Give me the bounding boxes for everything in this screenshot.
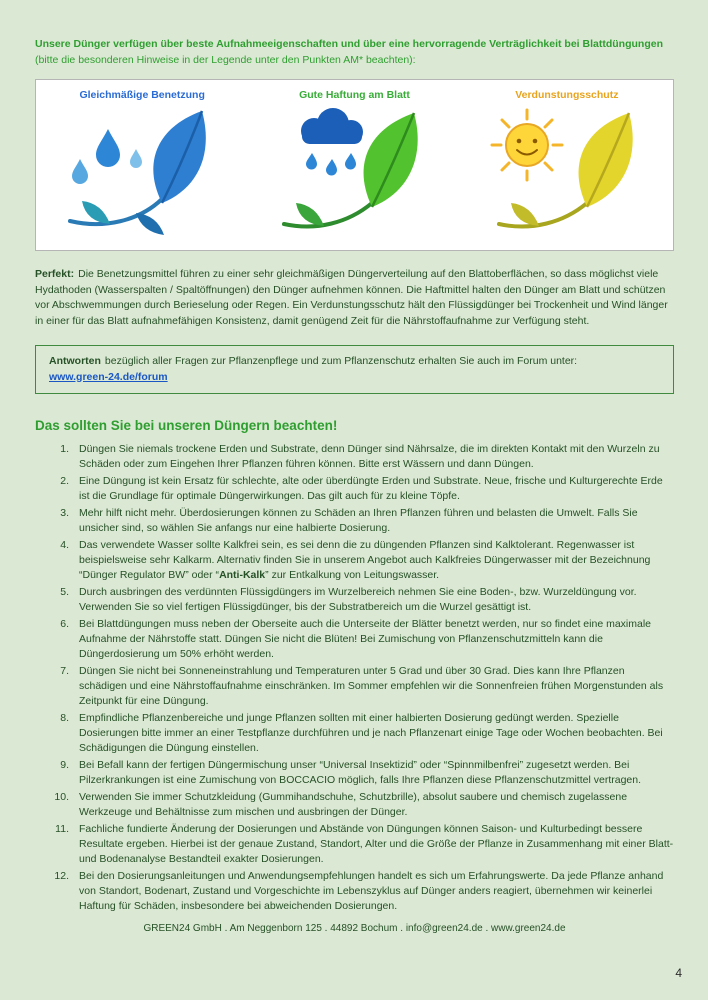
page-number: 4 (675, 966, 682, 980)
item-text: Eine Düngung ist kein Ersatz für schlechte, alte oder überdüngte Erden und Substrate. Neue, frische und Kulturgerechte Erde ist die Grundlage für optimale Düngerwirkungen. Das gilt auch für zu kleine Töpfe. (79, 475, 663, 502)
list-item (47, 869, 674, 914)
item-text: Mehr hilft nicht mehr. Überdosierungen können zu Schäden an Ihren Pflanzen führen und belasten die Umwelt. Falls Sie unsicher sind, so wählen Sie anfangs nur eine halbierte Dosierung. (79, 507, 638, 534)
benefit-evaporation (461, 80, 673, 250)
item-text: Düngen Sie niemals trockene Erden und Substrate, denn Dünger sind Nährsalze, die im direkten Kontakt mit den Wurzeln zu Schäden oder zum Eingehen Ihrer Pflanzen führen können. Bitte erst Wässern und dann Düngen. (79, 443, 660, 470)
water-drops-leaf-icon (44, 103, 240, 239)
item-text: Das verwendete Wasser sollte Kalkfrei sein, es sei denn die zu düngenden Pflanzen sind Kalktolerant. Regenwasser ist beispielsweise sehr Kalkarm. Alternativ finden Sie in unserem Angebot auch Kalkfreies Düngerwasser mit der Bezeichnung “Dünger Regulator BW” oder “Anti-Kalk” zur Entkalkung von Leitungswasser. (79, 539, 651, 581)
item-number: 12. (54, 870, 69, 882)
item-text: Düngen Sie nicht bei Sonneneinstrahlung und Temperaturen unter 5 Grad und über 30 Grad. Dies kann Ihre Pflanzen schädigen und eine Nährstoffaufnahme einschränken. Im Sommer empfehlen wir die Sonnenfreien frühen Morgenstunden als Zeitpunkt für eine Düngung. (79, 665, 664, 707)
instructions-list (35, 442, 674, 914)
item-number: 3. (60, 507, 69, 519)
item-number: 1. (60, 443, 69, 455)
list-item (47, 442, 674, 472)
item-number: 5. (60, 586, 69, 598)
perfekt-text: Die Benetzungsmittel führen zu einer sehr gleichmäßigen Düngerverteilung auf den Blattoberflächen, so dass möglichst viele Hydathoden (Wasserspalten / Spaltöffnungen) den Dünger aufnehmen können. Die Haftmittel halten den Dünger am Blatt und schützen vor Abschwemmungen durch Berieselung oder Regen. Ein Verdunstungsschutz hält den Flüssigdünger bei Trockenheit und Wind länger in einer für das Blatt aufnahmefähigen Konsistenz, damit genügend Zeit für die Nährstoffaufnahme zur Verfügung steht. (35, 268, 668, 327)
list-item (47, 617, 674, 662)
list-item (47, 790, 674, 820)
item-number: 6. (60, 618, 69, 630)
benefit-caption-wetting: Gleichmäßige Benetzung (79, 89, 205, 101)
forum-text: bezüglich aller Fragen zur Pflanzenpflege und zum Pflanzenschutz erhalten Sie auch im Forum unter: (104, 355, 578, 367)
item-number: 2. (60, 475, 69, 487)
item-number: 10. (54, 791, 69, 803)
forum-link[interactable]: www.green-24.de/forum (49, 370, 168, 383)
list-item (47, 711, 674, 756)
benefit-caption-evaporation: Verdunstungsschutz (515, 89, 619, 101)
forum-box (35, 345, 674, 394)
item-text: Fachliche fundierte Änderung der Dosierungen und Abstände von Düngungen können Saison- und Kulturbedingt bessere Resultate ergeben. Hierbei ist der genaue Zustand, Standort, Alter und die Größe der Pflanze in Zusammenhang mit einer Blatt- und Bodenanalyse Bestandteil exakter Dosierungen. (79, 823, 674, 865)
item-number: 7. (60, 665, 69, 677)
illustration-panel (35, 79, 674, 251)
item-text: Durch ausbringen des verdünnten Flüssigdüngers im Wurzelbereich nehmen Sie eine Boden-, bzw. Wurzeldüngung vor. Verwenden Sie so viel fertigen Flüssigdünger, bis der Substratbereich um die Wurzel gesättigt ist. (79, 586, 637, 613)
list-item (47, 506, 674, 536)
item-text: Bei den Dosierungsanleitungen und Anwendungsempfehlungen handelt es sich um Erfahrungswerte. Da jede Pflanze anhand von Standort, Bodenart, Zustand und Vorgeschichte im Lebenszyklus auf Dünger anders reagiert, übernehmen wir keinerlei Haftung für Schäden, insbesondere bei abweichenden Dosierungen. (79, 870, 664, 912)
perfekt-label: Perfekt: (35, 268, 75, 280)
benefit-wetting (36, 80, 248, 250)
list-item (47, 474, 674, 504)
page-subtitle: (bitte die besonderen Hinweise in der Legende unter den Punkten AM* beachten): (35, 54, 416, 66)
item-text: Empfindliche Pflanzenbereiche und junge Pflanzen sollten mit einer halbierten Dosierung gedüngt werden. Spezielle Dosierungen bitte immer an einer Testpflanze durchführen und je nach Pflanzenart einige Tage oder Wochen beobachten. Bei Schädigungen die Düngung einstellen. (79, 712, 663, 754)
item-number: 8. (60, 712, 69, 724)
benefit-caption-adhesion: Gute Haftung am Blatt (299, 89, 410, 101)
forum-text-line (49, 354, 660, 370)
item-number: 4. (60, 539, 69, 551)
instructions-heading: Das sollten Sie bei unseren Düngern beachten! (35, 418, 338, 433)
footer-text: GREEN24 GmbH . Am Neggenborn 125 . 44892 Bochum . info@green24.de . www.green24.de (143, 923, 566, 934)
item-text: Bei Blattdüngungen muss neben der Oberseite auch die Unterseite der Blätter benetzt werden, nur so findet eine maximale Aufnahme der Nährstoffe statt. Düngen Sie nicht die Blüten! Bei Zumischung von Pflanzenschutzmitteln kann die Düngerdosierung um 50% erhöht werden. (79, 618, 652, 660)
page-title: Unsere Dünger verfügen über beste Aufnahmeeigenschaften und über eine hervorragende Verträglichkeit bei Blattdüngungen (35, 38, 663, 50)
list-item (47, 538, 674, 583)
item-text: Bei Befall kann der fertigen Düngermischung unser “Universal Insektizid” oder “Spinnmilbenfrei” zugesetzt werden. Bei Pilzerkrankungen ist eine Zumischung von BOCCACIO möglich, falls Ihre Pflanzen diese Pflanzenschutzmittel vertragen. (79, 759, 642, 786)
item-number: 9. (60, 759, 69, 771)
list-item (47, 585, 674, 615)
benefit-adhesion (248, 80, 460, 250)
perfekt-paragraph (35, 267, 674, 329)
rain-cloud-leaf-icon (256, 103, 452, 239)
list-item (47, 758, 674, 788)
item-text: Verwenden Sie immer Schutzkleidung (Gummihandschuhe, Schutzbrille), absolut saubere und chemisch zugelassene Werkzeuge und Behältnisse zum mischen und ausbringen der Dünger. (79, 791, 628, 818)
list-item (47, 664, 674, 709)
smiling-sun-leaf-icon (469, 103, 665, 239)
item-number: 11. (55, 823, 69, 835)
forum-label: Antworten (49, 355, 101, 367)
list-item (47, 822, 674, 867)
